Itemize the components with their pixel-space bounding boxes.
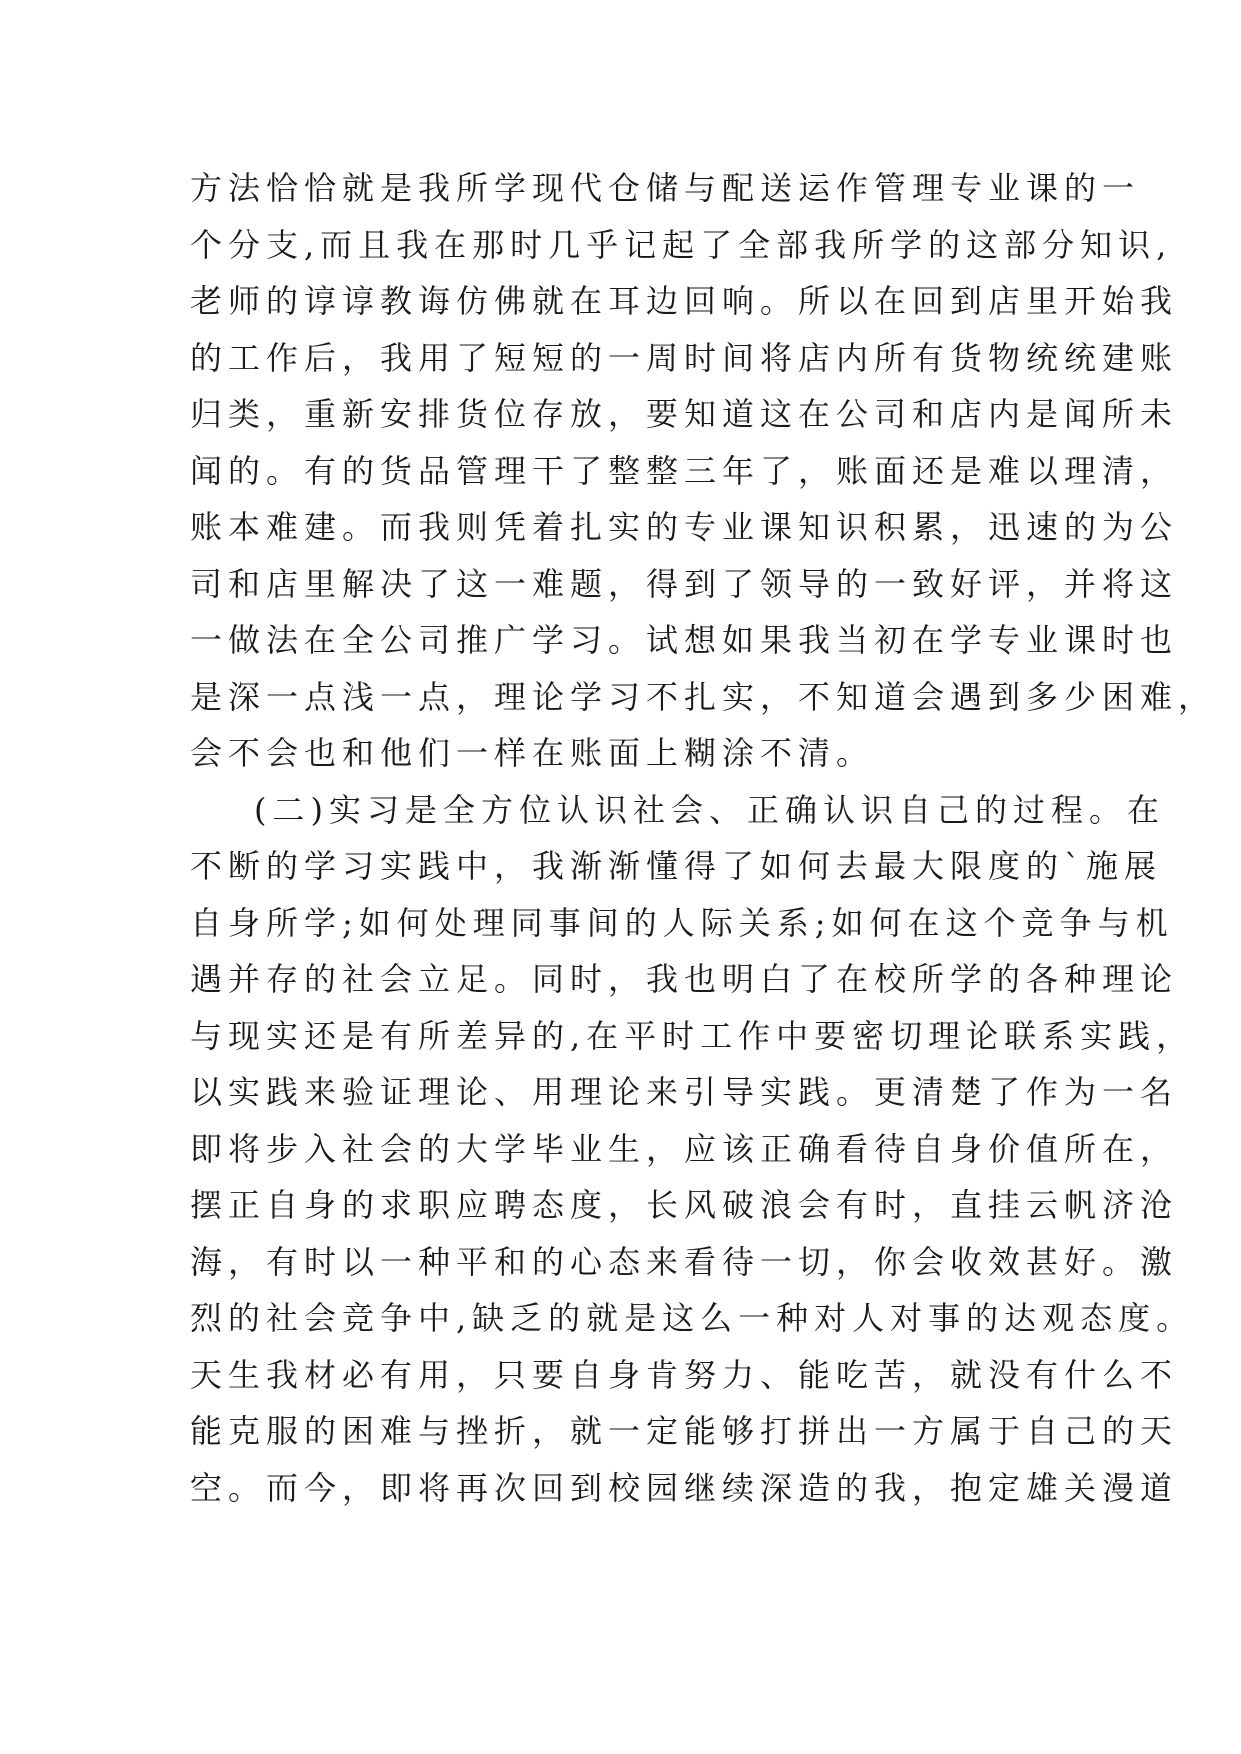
text-line: 能克服的困难与挫折，就一定能够打拼出一方属于自己的天: [190, 1412, 1179, 1450]
text-line: 烈的社会竞争中,缺乏的就是这么一种对人对事的达观态度。: [190, 1299, 1195, 1337]
text-line: 归类，重新安排货位存放，要知道这在公司和店内是闻所未: [190, 395, 1179, 433]
text-line: 是深一点浅一点，理论学习不扎实，不知道会遇到多少困难，: [190, 677, 1217, 716]
text-line: 空。而今，即将再次回到校园继续深造的我，抱定雄关漫道: [190, 1468, 1179, 1507]
text-line: 与现实还是有所差异的,在平时工作中要密切理论联系实践，: [190, 1016, 1195, 1055]
text-line: 海，有时以一种平和的心态来看待一切，你会收效甚好。激: [190, 1242, 1179, 1281]
paragraph-heading-line: (二)实习是全方位认识社会、正确认识自己的过程。在: [254, 790, 1165, 829]
body-text: [190, 160, 1217, 1516]
text-line: 老师的谆谆教诲仿佛就在耳边回响。所以在回到店里开始我: [190, 282, 1179, 320]
text-line: 天生我材必有用，只要自身肯努力、能吃苦，就没有什么不: [190, 1355, 1179, 1394]
text-line: 一做法在全公司推广学习。试想如果我当初在学专业课时也: [190, 621, 1179, 659]
text-line: 自身所学;如何处理同事间的人际关系;如何在这个竞争与机: [190, 903, 1174, 942]
text-line: 闻的。有的货品管理干了整整三年了，账面还是难以理清，: [190, 451, 1179, 490]
text-line: 会不会也和他们一样在账面上糊涂不清。: [190, 734, 875, 772]
text-line: 方法恰恰就是我所学现代仓储与配送运作管理专业课的一: [190, 169, 1141, 207]
text-line: 的工作后，我用了短短的一周时间将店内所有货物统统建账: [190, 338, 1179, 377]
text-line: 即将步入社会的大学毕业生，应该正确看待自身价值所在，: [190, 1129, 1179, 1168]
text-line: 摆正自身的求职应聘态度，长风破浪会有时，直挂云帆济沧: [190, 1186, 1179, 1224]
text-line: 账本难建。而我则凭着扎实的专业课知识积累，迅速的为公: [190, 508, 1179, 546]
text-line: 不断的学习实践中，我渐渐懂得了如何去最大限度的`施展: [190, 847, 1163, 885]
text-line: 遇并存的社会立足。同时，我也明白了在校所学的各种理论: [190, 960, 1179, 998]
text-line: 以实践来验证理论、用理论来引导实践。更清楚了作为一名: [190, 1073, 1179, 1111]
text-line: 个分支,而且我在那时几乎记起了全部我所学的这部分知识,: [190, 225, 1173, 264]
text-line: 司和店里解决了这一难题，得到了领导的一致好评，并将这: [190, 564, 1179, 603]
